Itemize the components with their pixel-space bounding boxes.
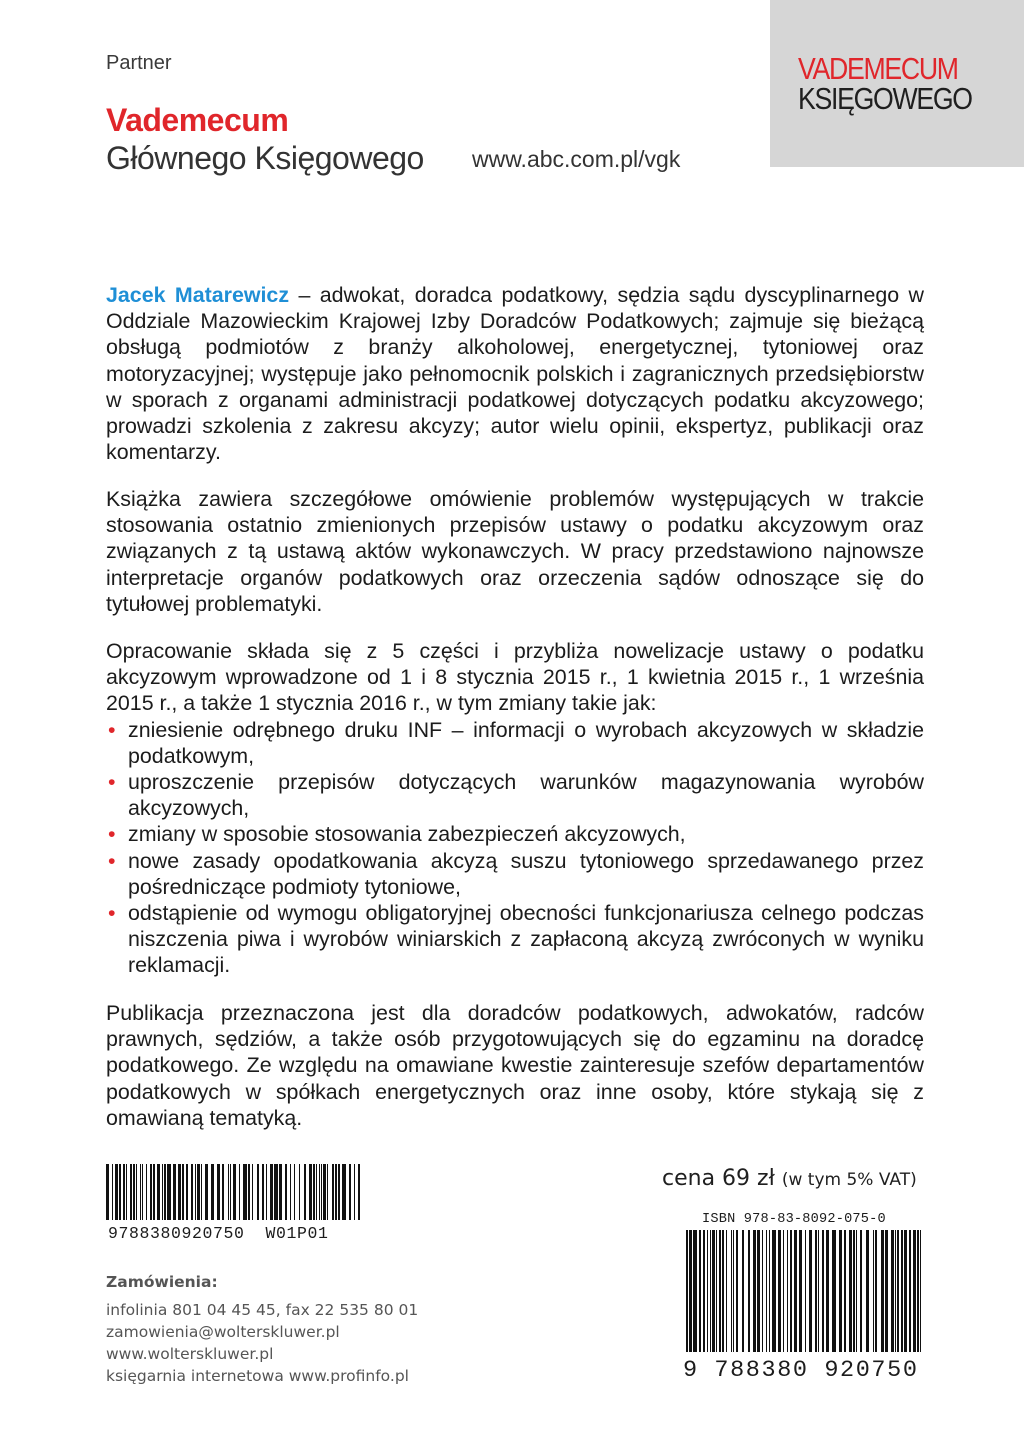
orders-heading: Zamówienia: [106,1273,218,1291]
price-label [662,1166,917,1191]
author-bio: – adwokat, doradca podatkowy, sędzia sądu dyscyplinarnego w Oddziale Mazowieckim Krajowej Izby Doradców Podatkowych; zajmuje się bieżącą obsługą podmiotów z branży alkoholowej, energetycznej, tytoniowej oraz motoryzacyjnej; występuje jako pełnomocnik polskich i zagranicznych przedsiębiorstw w sporach z organami administracji podatkowej dotyczących podatku akcyzowego; prowadzi szkolenia z zakresu akcyzy; autor wielu opinii, ekspertyz, publikacji oraz komentarzy. [106,283,924,465]
price-vat-note: (w tym 5% VAT) [781,1170,917,1190]
bullet-icon: • [108,822,116,847]
isbn-barcode-digits: 9 788380 920750 [683,1357,919,1384]
series-title-line1: VADEMECUM [798,51,958,86]
internal-barcode-number: 9788380920750 W01P01 [108,1224,329,1243]
isbn-label: ISBN 978-83-8092-075-0 [702,1212,886,1227]
author-name: Jacek Matarewicz [106,283,290,307]
bullet-icon: • [108,848,116,873]
price-value: cena 69 zł [662,1166,775,1191]
changes-list [106,717,924,979]
orders-website: www.wolterskluwer.pl [106,1345,274,1363]
list-item: • nowe zasady opodatkowania akcyzą suszu tytoniowego sprzedawanego przez pośredniczące podmioty tytoniowe, [108,848,924,899]
list-item: • uproszczenie przepisów dotyczących warunków magazynowania wyrobów akcyzowych, [108,770,924,821]
internal-barcode [106,1164,360,1220]
series-title-line2: KSIĘGOWEGO [798,81,972,116]
orders-bookstore: księgarnia internetowa www.profinfo.pl [106,1367,409,1385]
list-item: • odstąpienie od wymogu obligatoryjnej obecności funkcjonariusza celnego podczas niszczenia piwa i wyrobów winiarskich z zapłaconą akcyzą zwróconych w wyniku reklamacji. [108,901,924,978]
brand-title-vademecum: Vademecum [106,102,289,138]
list-item: • zmiany w sposobie stosowania zabezpieczeń akcyzowych, [108,822,686,847]
orders-email: zamowienia@wolterskluwer.pl [106,1323,340,1341]
bullet-icon: • [108,770,116,795]
bullet-icon: • [108,717,116,742]
orders-hotline: infolinia 801 04 45 45, fax 22 535 80 01 [106,1301,419,1319]
isbn-barcode [686,1230,924,1352]
contents-intro: Opracowanie składa się z 5 części i przybliża nowelizacje ustawy o podatku akcyzowym wprowadzone od 1 i 8 stycznia 2015 r., 1 kwietnia 2015 r., 1 września 2015 r., a także 1 stycznia 2016 r., w tym zmiany takie jak: [106,639,924,716]
partner-label: Partner [106,52,172,74]
book-description-paragraph: Książka zawiera szczegółowe omówienie problemów występujących w trakcie stosowania ostatnio zmienionych przepisów ustawy o podatku akcyzowym oraz związanych z tą ustawą aktów wykonawczych. W pracy przedstawiono najnowsze interpretacje organów podatkowych oraz orzeczenia sądów odnoszące się do tytułowej problematyki. [106,487,924,616]
audience-paragraph: Publikacja przeznaczona jest dla doradców podatkowych, adwokatów, radców prawnych, sędziów, a także osób przygotowujących się do egzaminu na doradcę podatkowego. Ze względu na omawiane kwestie zainteresuje szefów departamentów podatkowych w spółkach energetycznych oraz inne osoby, które stykają się z omawianą tematyką. [106,1001,924,1130]
bullet-icon: • [108,901,116,926]
list-item: • zniesienie odrębnego druku INF – informacji o wyrobach akcyzowych w składzie podatkowym, [108,717,924,768]
author-paragraph [106,282,924,465]
brand-subtitle: Głównego Księgowego [106,140,424,176]
contents-paragraph [106,638,924,979]
brand-url: www.abc.com.pl/vgk [472,146,681,172]
